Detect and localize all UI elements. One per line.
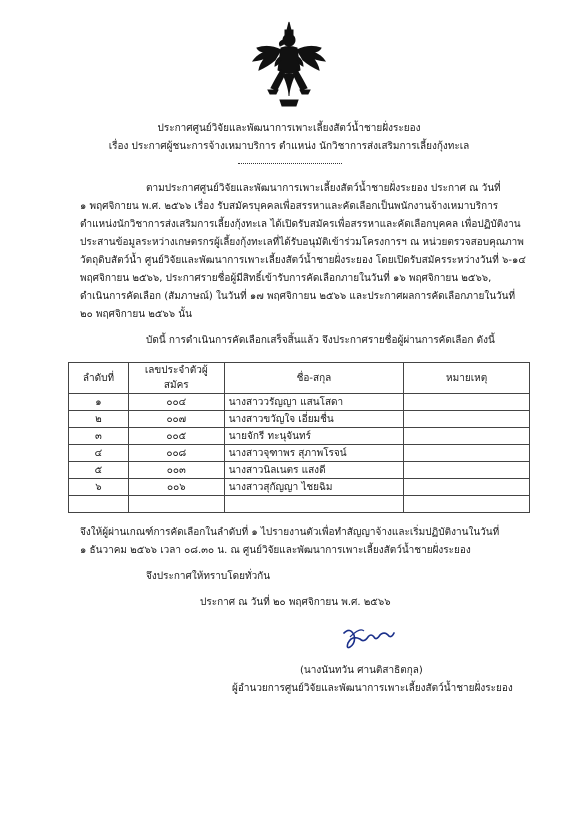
table-row bbox=[69, 479, 530, 496]
table-row bbox=[69, 445, 530, 462]
body-line: ๒๐ พฤศจิกายน ๒๕๖๖ นั้น bbox=[80, 309, 192, 320]
cell-name: นางสาวนิลเนตร แสงดี bbox=[224, 462, 404, 479]
list-intro: บัดนี้ การดำเนินการคัดเลือกเสร็จสิ้นแล้ว จึงประกาศรายชื่อผู้ผ่านการคัดเลือก ดังนี้ bbox=[146, 335, 495, 346]
body-line: ประสานข้อมูลระหว่างเกษตรกรผู้เลี้ยงกุ้งทะเลที่ได้รับอนุมัติเข้าร่วมโครงการฯ ณ หน่วยตรวจสอบคุณภาพ bbox=[80, 237, 524, 248]
cell-remark bbox=[404, 428, 530, 445]
cell-applicant-id bbox=[128, 496, 224, 513]
col-header-order: ลำดับที่ bbox=[69, 363, 129, 394]
cell-order: ๔ bbox=[69, 445, 129, 462]
announcement-subject: เรื่อง ประกาศผู้ชนะการจ้างเหมาบริการ ตำแหน่ง นักวิชาการส่งเสริมการเลี้ยงกุ้งทะเล bbox=[108, 141, 470, 152]
cell-name: นางสาววรัญญา แสนโสดา bbox=[224, 394, 404, 411]
closing-line: จึงให้ผู้ผ่านเกณฑ์การคัดเลือกในลำดับที่ ๑ ไปรายงานตัวเพื่อทำสัญญาจ้างและเริ่มปฏิบัติงานในวันที่ bbox=[80, 527, 500, 538]
col-header-remark: หมายเหตุ bbox=[404, 363, 530, 394]
body-line: พฤศจิกายน ๒๕๖๖, ประกาศรายชื่อผู้มีสิทธิ์เข้ารับการคัดเลือกภายในวันที่ ๑๖ พฤศจิกายน ๒๕๖๖, bbox=[80, 273, 492, 284]
cell-order bbox=[69, 496, 129, 513]
table-header-row bbox=[69, 363, 530, 394]
cell-applicant-id: ๐๐๓ bbox=[128, 462, 224, 479]
cell-name bbox=[224, 496, 404, 513]
table-row bbox=[69, 411, 530, 428]
body-line: ๑ พฤศจิกายน พ.ศ. ๒๕๖๖ เรื่อง รับสมัครบุคคลเพื่อสรรหาและคัดเลือกเป็นพนักงานจ้างเหมาบริการ bbox=[80, 201, 499, 212]
table-row bbox=[69, 394, 530, 411]
cell-applicant-id: ๐๐๗ bbox=[128, 411, 224, 428]
garuda-emblem-icon bbox=[250, 20, 328, 112]
cell-order: ๖ bbox=[69, 479, 129, 496]
announcement-date: ประกาศ ณ วันที่ ๒๐ พฤศจิกายน พ.ศ. ๒๕๖๖ bbox=[200, 597, 391, 608]
table-row bbox=[69, 428, 530, 445]
title-divider bbox=[238, 163, 342, 164]
cell-order: ๕ bbox=[69, 462, 129, 479]
col-header-applicant-id: เลขประจำตัวผู้สมัคร bbox=[128, 363, 224, 394]
cell-applicant-id: ๐๐๖ bbox=[128, 479, 224, 496]
cell-applicant-id: ๐๐๘ bbox=[128, 445, 224, 462]
body-line: วัตถุดิบสัตว์น้ำ ศูนย์วิจัยและพัฒนาการเพาะเลี้ยงสัตว์น้ำชายฝั่งระยอง โดยเปิดรับสมัครระหว่างวันที่ ๖-๑๔ bbox=[80, 255, 526, 266]
cell-applicant-id: ๐๐๔ bbox=[128, 394, 224, 411]
body-line: ตามประกาศศูนย์วิจัยและพัฒนาการเพาะเลี้ยงสัตว์น้ำชายฝั่งระยอง ประกาศ ณ วันที่ bbox=[146, 183, 501, 194]
table-row bbox=[69, 462, 530, 479]
candidates-table bbox=[68, 362, 530, 513]
body-line: ตำแหน่งนักวิชาการส่งเสริมการเลี้ยงกุ้งทะเล ได้เปิดรับสมัครเพื่อสรรหาและคัดเลือกบุคคล เพื่อปฏิบัติงาน bbox=[80, 219, 521, 230]
closing-line: ๑ ธันวาคม ๒๕๖๖ เวลา ๐๘.๓๐ น. ณ ศูนย์วิจัยและพัฒนาการเพาะเลี้ยงสัตว์น้ำชายฝั่งระยอง bbox=[80, 545, 471, 556]
cell-remark bbox=[404, 479, 530, 496]
cell-remark bbox=[404, 411, 530, 428]
cell-remark bbox=[404, 496, 530, 513]
cell-name: นางสาวจุฑาพร สุภาพโรจน์ bbox=[224, 445, 404, 462]
body-line: ดำเนินการคัดเลือก (สัมภาษณ์) ในวันที่ ๑๗ พฤศจิกายน ๒๕๖๖ และประกาศผลการคัดเลือกภายในวันที่ bbox=[80, 291, 516, 302]
cell-remark bbox=[404, 445, 530, 462]
signatory-position: ผู้อำนวยการศูนย์วิจัยและพัฒนาการเพาะเลี้ยงสัตว์น้ำชายฝั่งระยอง bbox=[232, 683, 513, 694]
cell-name: นายจักรี ทะนุจันทร์ bbox=[224, 428, 404, 445]
closing-notice: จึงประกาศให้ทราบโดยทั่วกัน bbox=[146, 571, 271, 582]
cell-applicant-id: ๐๐๕ bbox=[128, 428, 224, 445]
signatory-name: (นางนันทวัน ศานติสาธิตกุล) bbox=[300, 665, 423, 676]
cell-order: ๒ bbox=[69, 411, 129, 428]
cell-name: นางสาวสุกัญญา ไชยฉิม bbox=[224, 479, 404, 496]
cell-order: ๑ bbox=[69, 394, 129, 411]
cell-name: นางสาวขวัญใจ เอี่ยมชื่น bbox=[224, 411, 404, 428]
announcement-title: ประกาศศูนย์วิจัยและพัฒนาการเพาะเลี้ยงสัตว์น้ำชายฝั่งระยอง bbox=[157, 123, 421, 134]
cell-remark bbox=[404, 394, 530, 411]
table-row bbox=[69, 496, 530, 513]
cell-remark bbox=[404, 462, 530, 479]
col-header-name: ชื่อ-สกุล bbox=[224, 363, 404, 394]
cell-order: ๓ bbox=[69, 428, 129, 445]
signature-mark bbox=[340, 625, 410, 655]
